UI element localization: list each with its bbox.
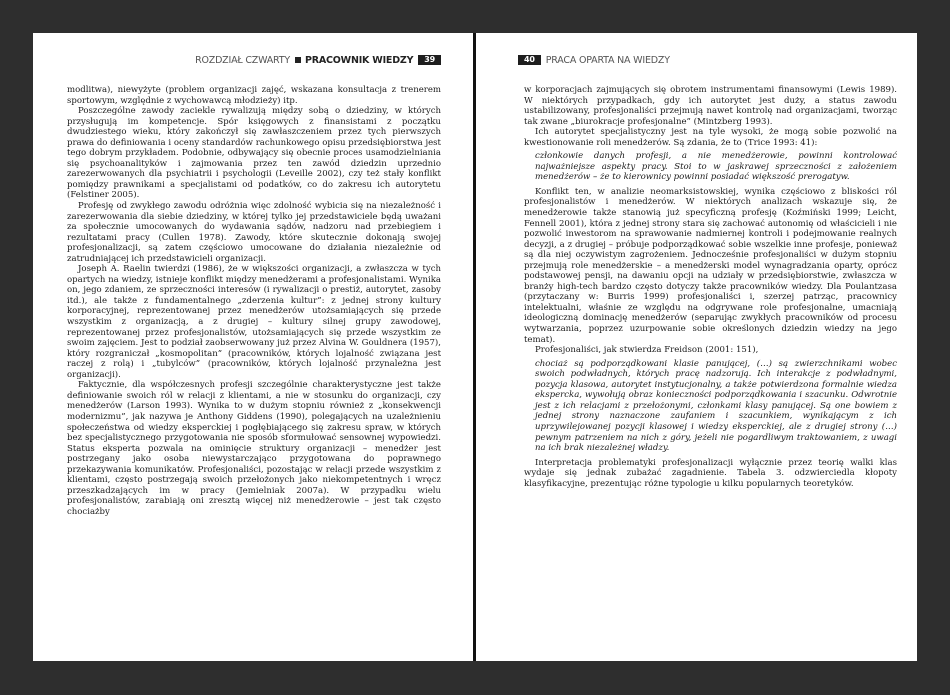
paragraph: Profesjonaliści, jak stwierdza Freidson (2001: 151),: [535, 345, 759, 356]
paragraph: Ich autorytet specjalistyczny jest na tyle wysoki, że mogą sobie pozwolić na kwestionowanie roli menedżerów. Są zdania, że to (Trice 1993: 41):: [524, 127, 897, 148]
square-bullet-icon: [295, 57, 301, 63]
paragraph: Faktycznie, dla współczesnych profesji szczególnie charakterystyczne jest także definiowanie swoich ról w relacji z klientami, a nie w stosunku do organizacji, czy menedżerów (Larson 1993). Wynika to w dużym stopniu również z „konsekwencji modernizmu”, jak nazywa je Anthony Giddens (1990), polegających na uzależnieniu społeczeństwa od wiedzy eksperckiej i pogłębiającego się zakresu spraw, w których bez specjalistycznego przygotowania nie sposób sformułować sensownej wypowiedzi. Status eksperta pozwala na ominięcie struktury organizacji – menedżer jest postrzegany jako osoba niewystarczająco przygotowana do poprawnego przekazywania komunikatów. Profesjonaliści, pozostając w relacji przede wszystkim z klientami, często postrzegają swoich przełożonych jako niekompetentnych i wręcz przeszkadzających im w pracy (Jemielniak 2007a). W przypadku wielu profesjonalistów, zarabiają oni zresztą więcej niż menedżerowie – jest tak często chociażby: [67, 380, 441, 517]
paragraph: Poszczególne zawody zaciekle rywalizują między sobą o dziedziny, w których przysługują im kompetencje. Spór księgowych z finansistami z początku dwudziestego wieku, który zakończył się zawłaszczeniem przez tych pierwszych prawa do definiowania i oceny standardów rachunkowego opisu przedsiębiorstwa jest tego dobrym przykładem. Podobnie, odbywający się obecnie proces usamodzielniania się psychoanalityków i zajmowania przez ten zawód dziedzin uprzednio zarezerwowanych dla psychiatrii i psychologii (Leveille 2002), czy też stały konflikt pomiędzy prawnikami a specjalistami od podatków, co do zakresu ich autorytetu (Felstiner 2005).: [67, 106, 441, 201]
paragraph: Interpretacja problematyki profesjonalizacji wyłącznie przez teorię walki klas wydaje się jednak zubażać zagadnienie. Tabela 3. odzwierciedla kłopoty klasyfikacyjne, prezentując różne typologie u kilku popularnych teoretyków.: [524, 457, 897, 489]
chapter-label: ROZDZIAŁ CZWARTY: [195, 54, 290, 66]
paragraph: Profesję od zwykłego zawodu odróżnia więc zdolność wybicia się na niezależność i zarezerwowania dla siebie dziedziny, w której tylko jej przedstawiciele będą uważani za społecznie umocowanych do wydawania sądów, nadzoru nad przebiegiem i rezultatami pracy (Cullen 1978). Zawody, które skutecznie dokonają swojej profesjonalizacji, są zatem częściowo umocowane do działania niezależnie od zatrudniającej ich przedstawicieli organizacji.: [67, 201, 441, 264]
left-page: [33, 33, 473, 661]
section-title: PRACA OPARTA NA WIEDZY: [545, 54, 670, 66]
right-page-header: [518, 53, 670, 67]
right-page: [476, 33, 917, 661]
page-number: 39: [418, 55, 441, 65]
paragraph: Joseph A. Raelin twierdzi (1986), że w większości organizacji, a zwłaszcza w tych opartych na wiedzy, istnieje konflikt między menedżerami a profesjonalistami. Wynika on, jego zdaniem, ze sprzeczności interesów (i rywalizacji o prestiż, autorytet, zasoby itd.), ale także z fundamentalnego „zderzenia kultur”: z jednej strony kultury korporacyjnej, reprezentowanej przez menedżerów utożsamiających się przede wszystkim z organizacją, a z drugiej – kultury silnej grupy zawodowej, reprezentowanej przez profesjonalistów, utożsamiających się przede wszystkim ze swoim zajęciem. Jest to podział zaobserwowany już przez Alvina W. Gouldnera (1957), który rozgraniczał „kosmopolitan” (pracowników, których lojalność związana jest raczej z rolą) i „tubylców” (pracowników, których lojalność przynależna jest organizacji).: [67, 264, 441, 380]
page-number: 40: [518, 55, 541, 65]
left-page-header: [195, 53, 441, 67]
chapter-title: PRACOWNIK WIEDZY: [304, 54, 414, 66]
left-page-body: [67, 85, 441, 517]
paragraph: w korporacjach zajmujących się obrotem instrumentami finansowymi (Lewis 1989). W niektórych przypadkach, gdy ich autorytet jest duży, a status zawodu ustabilizowany, profesjonaliści przejmują nawet kontrolę nad organizacjami, tworząc tak zwane „biurokracje profesjonalne” (Mintzberg 1993).: [524, 85, 897, 127]
right-page-body: [524, 85, 897, 489]
block-quote: chociaż są podporządkowani klasie panującej, (…) są zwierzchnikami wobec swoich podwładnych, których pracę nadzorują. Ich interakcje z podwładnymi, pozycja klasowa, autorytet instytucjonalny, a także potwierdzona formalnie wiedza ekspercka, wywołują obraz konieczności podporządkowania i szacunku. Odwrotnie jest z ich relacjami z przełożonymi, członkami klasy panującej. Są one bowiem z jednej strony naznaczone zaufaniem i szacunkiem, wynikającym z ich uprzywilejowanej pozycji klasowej i wiedzy eksperckiej, ale z drugiej strony (…) pewnym patrzeniem na nich z góry, jeżeli nie pogardliwym traktowaniem, z uwagi na ich brak niezależnej władzy.: [535, 358, 897, 454]
paragraph: Konflikt ten, w analizie neomarksistowskiej, wynika częściowo z bliskości ról profesjonalistów i menedżerów. W niektórych analizach wskazuje się, że menedżerowie także stanowią już specyficzną profesję (Koźmiński 1999; Leicht, Fennell 2001), która z jednej strony stara się zachować autonomię od właścicieli i nie pozwolić inwestorom na sprawowanie nadmiernej kontroli i podejmowanie realnych decyzji, a z drugiej – próbuje podporządkować sobie wszelkie inne profesje, ponieważ są dla niej oczywistym zagrożeniem. Jednocześnie profesjonaliści w dużym stopniu przejmują role menedżerskie – a menedżerski model wynagradzania oparty, oprócz podstawowej pensji, na dawaniu opcji na udziały w przedsiębiorstwie, zwłaszcza w branży high-tech bardzo często dotyczy także pracowników wiedzy. Dla Poulantzasa (przytaczany w: Burris 1999) profesjonaliści i, szerzej patrząc, pracownicy intelektualni, właśnie ze względu na odgrywane role profesjonalne, umacniają ideologiczną dominację menedżerów (separując zwykłych pracowników od procesu wytwarzania, poprzez uzurpowanie sobie określonych dziedzin wiedzy na jego temat).: [524, 186, 897, 345]
paragraph: modlitwa), niewyżyte (problem organizacji zajęć, wskazana konsultacja z trenerem sportowym, względnie z wychowawcą młodzieży) itp.: [67, 85, 441, 106]
block-quote: członkowie danych profesji, a nie menedżerowie, powinni kontrolować najważniejsze aspekty pracy. Stoi to w jaskrawej sprzeczności z założeniem menedżerów – że to kierownicy powinni posiadać większość prerogatyw.: [535, 151, 897, 183]
